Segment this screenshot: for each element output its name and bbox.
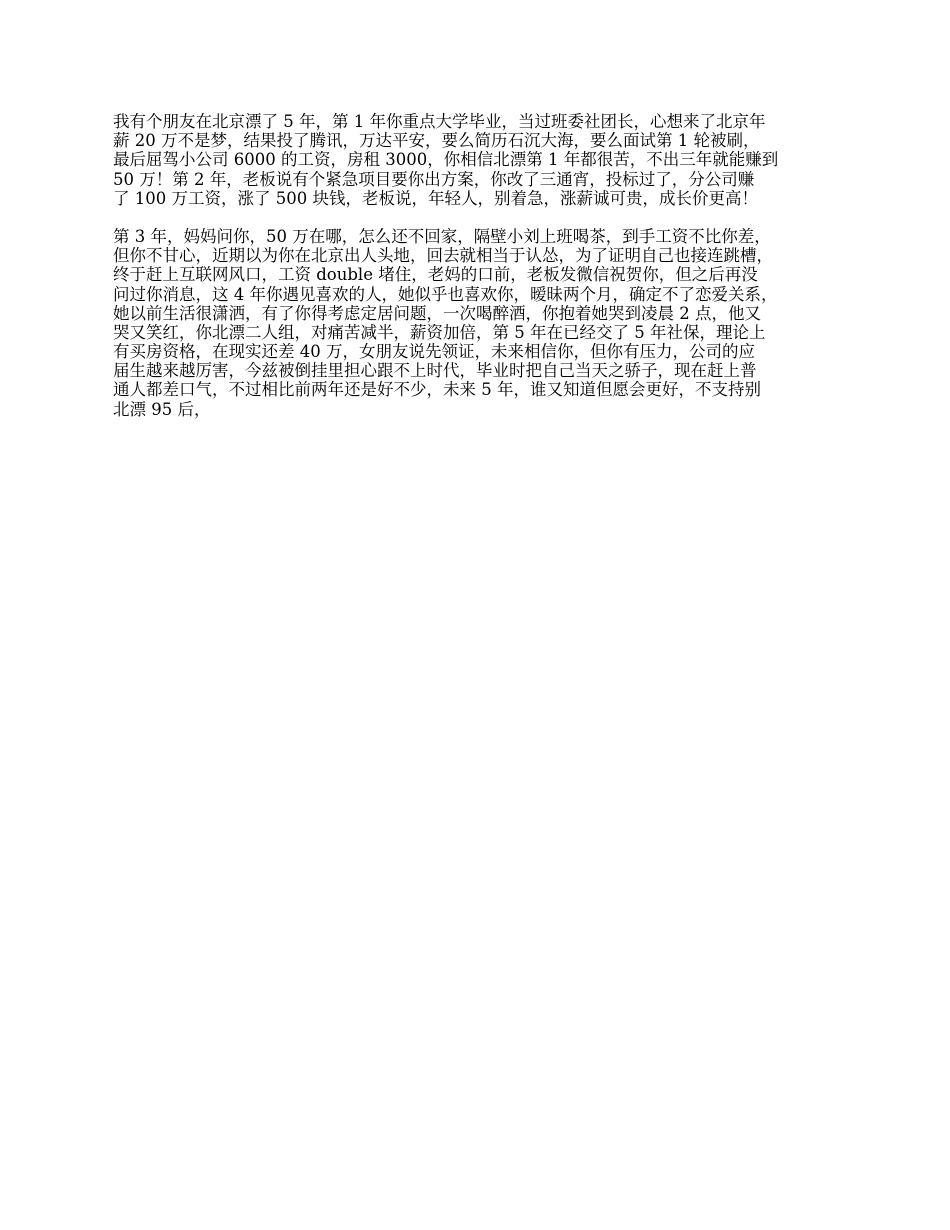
text-line: 50 万！第 2 年，老板说有个紧急项目要你出方案，你改了三通宵，投标过了，分公司赚 xyxy=(113,169,755,189)
text-line: 届生越来越厉害，今兹被倒挂里担心跟不上时代，毕业时把自己当天之骄子，现在赶上普 xyxy=(113,361,757,381)
text-line: 通人都差口气，不过相比前两年还是好不少，未来 5 年，谁又知道但愿会更好，不支持别 xyxy=(113,380,761,400)
text-line: 第 3 年，妈妈问你，50 万在哪，怎么还不回家，隔壁小刘上班喝茶，到手工资不比你差， xyxy=(113,226,771,246)
paragraph-1 xyxy=(113,112,849,208)
text-line: 薪 20 万不是梦，结果投了腾讯，万达平安，要么简历石沉大海，要么面试第 1 轮被刷， xyxy=(113,131,760,151)
text-line: 有买房资格，在现实还差 40 万，女朋友说先领证，未来相信你，但你有压力，公司的应 xyxy=(113,342,755,362)
text-line: 问过你消息，这 4 年你遇见喜欢的人，她似乎也喜欢你，暧昧两个月，确定不了恋爱关系， xyxy=(113,284,778,304)
text-line: 最后屈驾小公司 6000 的工资，房租 3000，你相信北漂第 1 年都很苦，不出三年就能赚到 xyxy=(113,150,779,170)
text-line: 终于赶上互联网风口，工资 double 堵住，老妈的口前，老板发微信祝贺你，但之后再没 xyxy=(113,265,758,285)
paragraph-2 xyxy=(113,227,849,419)
text-line: 我有个朋友在北京漂了 5 年，第 1 年你重点大学毕业，当过班委社团长，心想来了北京年 xyxy=(113,112,766,131)
text-line: 哭又笑红，你北漂二人组，对痛苦减半，薪资加倍，第 5 年在已经交了 5 年社保，理论上 xyxy=(113,322,766,342)
text-line: 了 100 万工资，涨了 500 块钱，老板说，年轻人，别着急，涨薪诚可贵，成长价更高！ xyxy=(113,188,758,208)
text-line: 北漂 95 后， xyxy=(113,399,211,419)
text-line: 她以前生活很潇洒，有了你得考虑定居问题，一次喝醉酒，你抱着她哭到凌晨 2 点，他又 xyxy=(113,303,761,323)
document-body xyxy=(113,112,849,419)
text-line: 但你不甘心，近期以为你在北京出人头地，回去就相当于认怂，为了证明自己也接连跳槽， xyxy=(113,246,773,266)
